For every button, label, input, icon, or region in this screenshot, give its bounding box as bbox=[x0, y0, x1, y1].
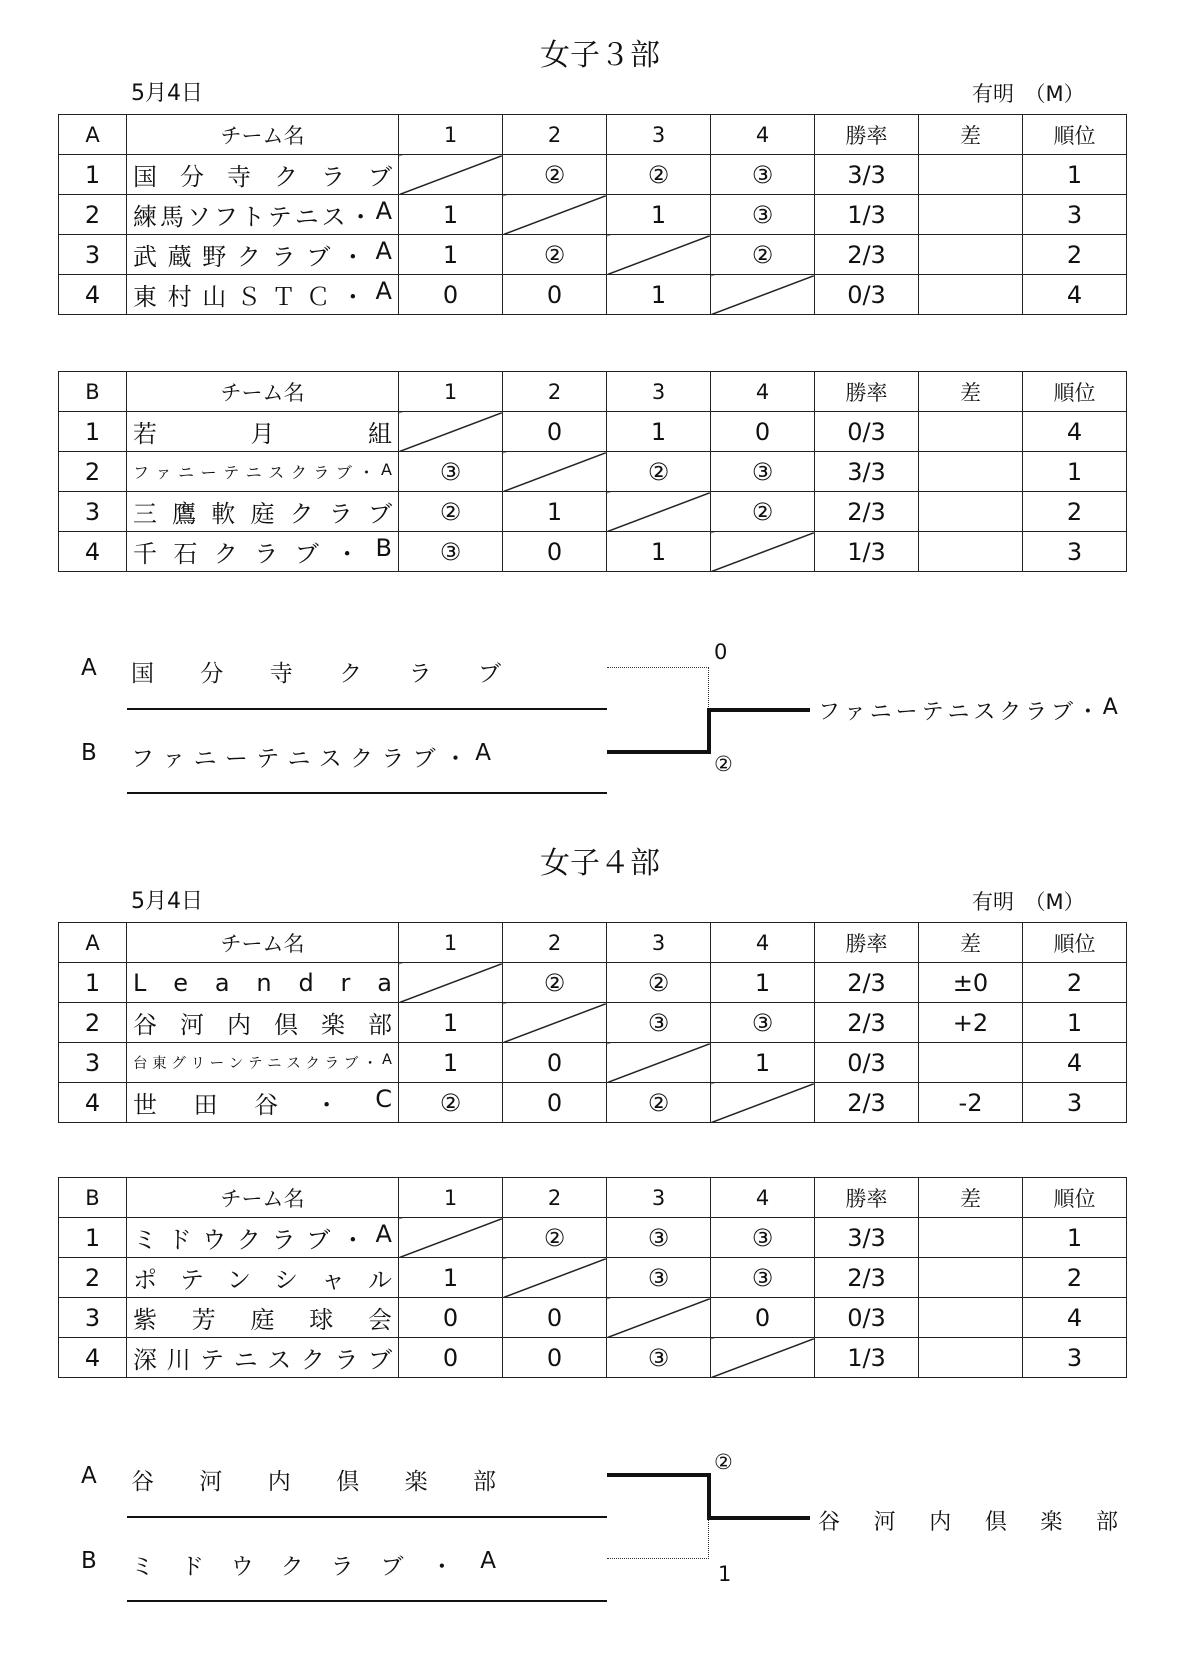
result-cell: ② bbox=[399, 1083, 503, 1123]
team-name: ミ ド ウ ク ラ ブ ・ A bbox=[127, 1218, 399, 1258]
self-match-cell bbox=[607, 235, 711, 275]
header-col-3: 3 bbox=[607, 115, 711, 155]
self-match-cell bbox=[711, 1083, 815, 1123]
result-cell: 1 bbox=[607, 195, 711, 235]
bracket-score-b: 1 bbox=[718, 1562, 732, 1586]
point-diff: -2 bbox=[919, 1083, 1023, 1123]
team-name: 国 分 寺 ク ラ ブ bbox=[127, 155, 399, 195]
rank: 1 bbox=[1023, 1003, 1127, 1043]
team-name: 武 蔵 野 ク ラ ブ ・ A bbox=[127, 235, 399, 275]
row-number: 2 bbox=[59, 1003, 127, 1043]
result-cell: 0 bbox=[503, 412, 607, 452]
team-name: 世 田 谷 ・ C bbox=[127, 1083, 399, 1123]
point-diff: ±0 bbox=[919, 963, 1023, 1003]
self-match-cell bbox=[503, 452, 607, 492]
rank: 4 bbox=[1023, 412, 1127, 452]
result-cell: ② bbox=[607, 963, 711, 1003]
header-col-3: 3 bbox=[607, 372, 711, 412]
result-cell: 0 bbox=[503, 1083, 607, 1123]
result-cell: ② bbox=[399, 492, 503, 532]
bracket-team-b: ミ ド ウ ク ラ ブ ・ A bbox=[131, 1548, 496, 1580]
self-match-cell bbox=[399, 963, 503, 1003]
bracket-line-loser bbox=[607, 1558, 709, 1559]
header-col-4: 4 bbox=[711, 115, 815, 155]
self-match-cell bbox=[711, 1338, 815, 1378]
header-win-rate: 勝率 bbox=[815, 923, 919, 963]
self-match-cell bbox=[607, 1298, 711, 1338]
point-diff: +2 bbox=[919, 1003, 1023, 1043]
team-name: ポ テ ン シ ャ ル bbox=[127, 1258, 399, 1298]
table-row bbox=[59, 275, 1127, 315]
header-diff: 差 bbox=[919, 923, 1023, 963]
team-name: 台 東 グ リ ー ン テ ニ ス ク ラ ブ ・ A bbox=[127, 1043, 399, 1083]
self-match-cell bbox=[711, 532, 815, 572]
header-col-4: 4 bbox=[711, 372, 815, 412]
point-diff bbox=[919, 1218, 1023, 1258]
result-cell: 0 bbox=[503, 532, 607, 572]
result-cell: ② bbox=[607, 1083, 711, 1123]
bracket-winner: フ ァ ニ ー テ ニ ス ク ラ ブ ・ A bbox=[818, 695, 1118, 725]
underline bbox=[127, 792, 607, 794]
result-cell: 0 bbox=[399, 275, 503, 315]
section-title: 女子３部 bbox=[540, 38, 660, 73]
result-cell: ③ bbox=[711, 1258, 815, 1298]
self-match-cell bbox=[399, 1218, 503, 1258]
table-row bbox=[59, 1043, 1127, 1083]
section-title: 女子４部 bbox=[540, 846, 660, 881]
result-cell: ② bbox=[503, 235, 607, 275]
self-match-cell bbox=[399, 412, 503, 452]
underline bbox=[127, 708, 607, 710]
point-diff bbox=[919, 492, 1023, 532]
result-cell: ③ bbox=[711, 1003, 815, 1043]
result-cell: ② bbox=[711, 235, 815, 275]
header-rank: 順位 bbox=[1023, 1178, 1127, 1218]
self-match-cell bbox=[503, 1258, 607, 1298]
table-row bbox=[59, 1258, 1127, 1298]
win-rate: 1/3 bbox=[815, 1338, 919, 1378]
bracket-label-a: A bbox=[81, 655, 97, 681]
rank: 1 bbox=[1023, 452, 1127, 492]
bracket-label-a: A bbox=[81, 1463, 97, 1489]
rank: 3 bbox=[1023, 195, 1127, 235]
bracket-line-loser bbox=[607, 667, 709, 668]
result-cell: 1 bbox=[399, 1003, 503, 1043]
rank: 2 bbox=[1023, 492, 1127, 532]
row-number: 3 bbox=[59, 235, 127, 275]
header-team-name: チーム名 bbox=[127, 372, 399, 412]
self-match-cell bbox=[503, 1003, 607, 1043]
team-name: 紫 芳 庭 球 会 bbox=[127, 1298, 399, 1338]
header-col-2: 2 bbox=[503, 923, 607, 963]
win-rate: 1/3 bbox=[815, 195, 919, 235]
header-col-1: 1 bbox=[399, 923, 503, 963]
header-team-name: チーム名 bbox=[127, 1178, 399, 1218]
result-cell: ③ bbox=[399, 532, 503, 572]
rank: 2 bbox=[1023, 963, 1127, 1003]
row-number: 1 bbox=[59, 1218, 127, 1258]
table-row bbox=[59, 532, 1127, 572]
header-rank: 順位 bbox=[1023, 115, 1127, 155]
result-cell: 1 bbox=[399, 235, 503, 275]
bracket-team-b: フ ァ ニ ー テ ニ ス ク ラ ブ ・ A bbox=[131, 740, 491, 772]
result-cell: 1 bbox=[503, 492, 607, 532]
row-number: 3 bbox=[59, 492, 127, 532]
header-win-rate: 勝率 bbox=[815, 115, 919, 155]
rank: 1 bbox=[1023, 1218, 1127, 1258]
row-number: 4 bbox=[59, 275, 127, 315]
rank: 3 bbox=[1023, 1338, 1127, 1378]
header-col-4: 4 bbox=[711, 1178, 815, 1218]
bracket-line-winner bbox=[707, 708, 711, 754]
result-cell: ② bbox=[711, 492, 815, 532]
table-row bbox=[59, 1083, 1127, 1123]
self-match-cell bbox=[711, 275, 815, 315]
result-cell: ③ bbox=[399, 452, 503, 492]
result-cell: ② bbox=[503, 963, 607, 1003]
group-label: B bbox=[59, 372, 127, 412]
header-col-3: 3 bbox=[607, 1178, 711, 1218]
header-diff: 差 bbox=[919, 372, 1023, 412]
result-cell: ③ bbox=[711, 452, 815, 492]
team-name: 千 石 ク ラ ブ ・ B bbox=[127, 532, 399, 572]
point-diff bbox=[919, 1043, 1023, 1083]
row-number: 1 bbox=[59, 155, 127, 195]
win-rate: 2/3 bbox=[815, 1003, 919, 1043]
result-cell: ② bbox=[607, 155, 711, 195]
bracket-team-a: 国 分 寺 ク ラ ブ bbox=[131, 661, 501, 687]
result-cell: ③ bbox=[711, 155, 815, 195]
result-cell: 0 bbox=[503, 1043, 607, 1083]
header-col-2: 2 bbox=[503, 115, 607, 155]
venue: 有明 （M） bbox=[972, 890, 1085, 914]
group-label: B bbox=[59, 1178, 127, 1218]
result-cell: 1 bbox=[711, 963, 815, 1003]
self-match-cell bbox=[399, 155, 503, 195]
result-cell: ③ bbox=[711, 195, 815, 235]
table-row bbox=[59, 963, 1127, 1003]
result-cell: 1 bbox=[607, 532, 711, 572]
team-name: 東 村 山 Ｓ Ｔ Ｃ ・ A bbox=[127, 275, 399, 315]
point-diff bbox=[919, 1258, 1023, 1298]
win-rate: 2/3 bbox=[815, 492, 919, 532]
row-number: 4 bbox=[59, 1083, 127, 1123]
group-label: A bbox=[59, 923, 127, 963]
result-cell: 1 bbox=[399, 1258, 503, 1298]
league-table-b bbox=[58, 1177, 1127, 1378]
result-cell: 0 bbox=[399, 1338, 503, 1378]
point-diff bbox=[919, 1338, 1023, 1378]
header-rank: 順位 bbox=[1023, 372, 1127, 412]
header-diff: 差 bbox=[919, 115, 1023, 155]
group-label: A bbox=[59, 115, 127, 155]
row-number: 1 bbox=[59, 412, 127, 452]
point-diff bbox=[919, 412, 1023, 452]
bracket-score-a: ② bbox=[714, 1450, 733, 1474]
win-rate: 2/3 bbox=[815, 1083, 919, 1123]
result-cell: 0 bbox=[503, 275, 607, 315]
bracket-score-b: ② bbox=[714, 752, 733, 776]
row-number: 2 bbox=[59, 195, 127, 235]
table-row bbox=[59, 1003, 1127, 1043]
rank: 2 bbox=[1023, 1258, 1127, 1298]
result-cell: ③ bbox=[607, 1003, 711, 1043]
result-cell: 1 bbox=[399, 195, 503, 235]
result-cell: ③ bbox=[607, 1258, 711, 1298]
league-table-a bbox=[58, 114, 1127, 315]
result-cell: 0 bbox=[503, 1338, 607, 1378]
header-col-1: 1 bbox=[399, 372, 503, 412]
bracket-label-b: B bbox=[81, 740, 97, 766]
team-name: 三 鷹 軟 庭 ク ラ ブ bbox=[127, 492, 399, 532]
win-rate: 1/3 bbox=[815, 532, 919, 572]
result-cell: 1 bbox=[399, 1043, 503, 1083]
rank: 3 bbox=[1023, 532, 1127, 572]
result-cell: ② bbox=[607, 452, 711, 492]
result-cell: ② bbox=[503, 1218, 607, 1258]
table-row bbox=[59, 452, 1127, 492]
result-cell: ③ bbox=[711, 1218, 815, 1258]
bracket-line-winner bbox=[707, 1516, 810, 1520]
win-rate: 3/3 bbox=[815, 452, 919, 492]
league-table-a bbox=[58, 922, 1127, 1123]
self-match-cell bbox=[607, 1043, 711, 1083]
win-rate: 0/3 bbox=[815, 1298, 919, 1338]
team-name: フ ァ ニ ー テ ニ ス ク ラ ブ ・ A bbox=[127, 452, 399, 492]
self-match-cell bbox=[503, 195, 607, 235]
result-cell: 1 bbox=[607, 412, 711, 452]
result-cell: 0 bbox=[711, 1298, 815, 1338]
header-win-rate: 勝率 bbox=[815, 1178, 919, 1218]
team-name: 練 馬 ソ フ ト テ ニ ス ・ A bbox=[127, 195, 399, 235]
row-number: 3 bbox=[59, 1043, 127, 1083]
header-col-3: 3 bbox=[607, 923, 711, 963]
table-row bbox=[59, 235, 1127, 275]
row-number: 4 bbox=[59, 1338, 127, 1378]
result-cell: 0 bbox=[503, 1298, 607, 1338]
point-diff bbox=[919, 235, 1023, 275]
win-rate: 0/3 bbox=[815, 275, 919, 315]
header-col-4: 4 bbox=[711, 923, 815, 963]
table-row bbox=[59, 1298, 1127, 1338]
row-number: 2 bbox=[59, 452, 127, 492]
result-cell: ② bbox=[503, 155, 607, 195]
header-win-rate: 勝率 bbox=[815, 372, 919, 412]
win-rate: 0/3 bbox=[815, 412, 919, 452]
table-row bbox=[59, 195, 1127, 235]
result-cell: 0 bbox=[399, 1298, 503, 1338]
bracket-line-winner bbox=[607, 1473, 710, 1477]
win-rate: 2/3 bbox=[815, 1258, 919, 1298]
bracket-team-a: 谷 河 内 倶 楽 部 bbox=[131, 1469, 496, 1495]
team-name: 深 川 テ ニ ス ク ラ ブ bbox=[127, 1338, 399, 1378]
header-col-1: 1 bbox=[399, 1178, 503, 1218]
table-row bbox=[59, 412, 1127, 452]
point-diff bbox=[919, 532, 1023, 572]
bracket-line-winner bbox=[707, 1473, 711, 1519]
row-number: 3 bbox=[59, 1298, 127, 1338]
rank: 4 bbox=[1023, 1043, 1127, 1083]
venue: 有明 （M） bbox=[972, 82, 1085, 106]
win-rate: 3/3 bbox=[815, 155, 919, 195]
self-match-cell bbox=[607, 492, 711, 532]
bracket-winner: 谷 河 内 倶 楽 部 bbox=[818, 1510, 1118, 1535]
result-cell: ③ bbox=[607, 1218, 711, 1258]
team-name: 谷 河 内 倶 楽 部 bbox=[127, 1003, 399, 1043]
result-cell: 1 bbox=[711, 1043, 815, 1083]
header-col-2: 2 bbox=[503, 1178, 607, 1218]
result-cell: ③ bbox=[607, 1338, 711, 1378]
row-number: 4 bbox=[59, 532, 127, 572]
row-number: 1 bbox=[59, 963, 127, 1003]
header-col-1: 1 bbox=[399, 115, 503, 155]
table-row bbox=[59, 155, 1127, 195]
bracket-line-loser bbox=[708, 1518, 709, 1559]
point-diff bbox=[919, 155, 1023, 195]
table-row bbox=[59, 492, 1127, 532]
league-table-b bbox=[58, 371, 1127, 572]
underline bbox=[127, 1600, 607, 1602]
header-col-2: 2 bbox=[503, 372, 607, 412]
win-rate: 0/3 bbox=[815, 1043, 919, 1083]
win-rate: 2/3 bbox=[815, 235, 919, 275]
table-row bbox=[59, 1338, 1127, 1378]
rank: 4 bbox=[1023, 275, 1127, 315]
bracket-line-winner bbox=[607, 750, 710, 754]
match-date: 5月4日 bbox=[131, 81, 203, 106]
result-cell: 0 bbox=[711, 412, 815, 452]
table-row bbox=[59, 1218, 1127, 1258]
header-rank: 順位 bbox=[1023, 923, 1127, 963]
point-diff bbox=[919, 195, 1023, 235]
point-diff bbox=[919, 452, 1023, 492]
row-number: 2 bbox=[59, 1258, 127, 1298]
header-diff: 差 bbox=[919, 1178, 1023, 1218]
header-team-name: チーム名 bbox=[127, 115, 399, 155]
win-rate: 2/3 bbox=[815, 963, 919, 1003]
result-cell: 1 bbox=[607, 275, 711, 315]
bracket-line-loser bbox=[708, 667, 709, 709]
point-diff bbox=[919, 275, 1023, 315]
bracket-line-winner bbox=[707, 708, 810, 712]
win-rate: 3/3 bbox=[815, 1218, 919, 1258]
bracket-score-a: 0 bbox=[714, 640, 728, 664]
team-name: 若 月 組 bbox=[127, 412, 399, 452]
point-diff bbox=[919, 1298, 1023, 1338]
rank: 3 bbox=[1023, 1083, 1127, 1123]
bracket-label-b: B bbox=[81, 1548, 97, 1574]
rank: 1 bbox=[1023, 155, 1127, 195]
header-team-name: チーム名 bbox=[127, 923, 399, 963]
team-name: L e a n d r a bbox=[127, 963, 399, 1003]
match-date: 5月4日 bbox=[131, 889, 203, 914]
underline bbox=[127, 1516, 607, 1518]
rank: 2 bbox=[1023, 235, 1127, 275]
rank: 4 bbox=[1023, 1298, 1127, 1338]
